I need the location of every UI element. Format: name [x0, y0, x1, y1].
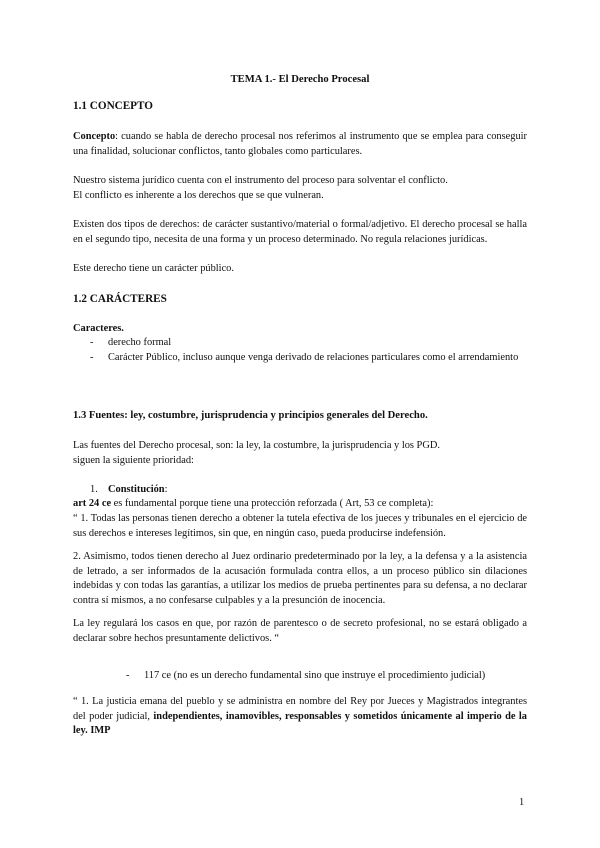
constitucion-colon: :: [164, 484, 168, 495]
quote-art24-2: 2. Asimismo, todos tienen derecho al Juez ordinario predeterminado por la ley, a la defensa y a la asistencia de letrado, a ser informados de la acusación formulada contra ellos, a un proceso público sin dilaciones indebidas y con todas las garantías, a utilizar los medios de prueba pertinentes para su defensa, a no declarar contra sí mismos, a no confesarse culpables y a la presunción de inocencia.: [73, 551, 527, 606]
paragraph-caracter-publico: Este derecho tiene un carácter público.: [73, 263, 234, 274]
concepto-text: : cuando se habla de derecho procesal nos referimos al instrumento que se emplea para conseguir una finalidad, solucionar conflictos, tanto globales como particulares.: [73, 131, 527, 157]
constitucion-label: Constitución: [108, 484, 165, 495]
paragraph-tipos-derechos: Existen dos tipos de derechos: de carácter sustantivo/material o formal/adjetivo. El derecho procesal se halla en el segundo tipo, necesita de una forma y un proceso determinado. No regula relaciones jurídicas.: [73, 219, 527, 245]
paragraph-sistema: Nuestro sistema jurídico cuenta con el instrumento del proceso para solventar el conflicto.: [73, 175, 448, 186]
bullet-dash: -: [90, 352, 94, 363]
document-title: TEMA 1.- El Derecho Procesal: [230, 74, 370, 85]
page-number: 1: [519, 797, 525, 808]
art24-line: [73, 497, 527, 512]
quote-art117: [73, 695, 527, 739]
paragraph-fuentes: Las fuentes del Derecho procesal, son: la ley, la costumbre, la jurisprudencia y los PGD.: [73, 440, 440, 451]
quote-art117-text: “ 1. La justicia emana del pueblo y se administra en nombre del Rey por Jueces y Magistrados integrantes del poder judicial,: [73, 696, 527, 722]
quote-art24-1: “ 1. Todas las personas tienen derecho a obtener la tutela efectiva de los jueces y tribunales en el ejercicio de sus derechos e intereses legítimos, sin que, en ningún caso, pueda producirse indefensión.: [73, 513, 527, 539]
list-item-text: derecho formal: [108, 337, 172, 348]
bullet-dash: -: [90, 337, 94, 348]
list-item: [73, 351, 527, 381]
item-117-text: 117 ce (no es un derecho fundamental sino que instruye el procedimiento judicial): [144, 670, 486, 681]
section-heading-concepto: 1.1 CONCEPTO: [73, 100, 153, 112]
concepto-paragraph: [73, 130, 527, 159]
list-item-text: Carácter Público, incluso aunque venga derivado de relaciones particulares como el arrendamiento: [108, 352, 519, 363]
art24-text: es fundamental porque tiene una protección reforzada ( Art, 53 ce completa):: [111, 498, 434, 509]
caracteres-label: Caracteres.: [73, 323, 124, 334]
concepto-label: Concepto: [73, 131, 116, 142]
paragraph-conflicto: El conflicto es inherente a los derechos que se que vulneran.: [73, 190, 324, 201]
quote-art117-bold: independientes, inamovibles, responsables y sometidos únicamente al imperio de la ley. IMP: [73, 710, 527, 737]
item-number: 1.: [90, 484, 98, 495]
list-item: [73, 336, 527, 351]
section-heading-fuentes: 1.3 Fuentes: ley, costumbre, jurisprudencia y principios generales del Derecho.: [73, 410, 428, 421]
section-heading-caracteres: 1.2 CARÁCTERES: [73, 293, 167, 305]
bullet-dash: -: [126, 670, 130, 681]
quote-art24-3: La ley regulará los casos en que, por razón de parentesco o de secreto profesional, no se estará obligado a declarar sobre hechos presuntamente delictivos. “: [73, 618, 527, 644]
paragraph-prioridad: siguen la siguiente prioridad:: [73, 455, 194, 466]
art24-label: art 24 ce: [73, 498, 112, 509]
